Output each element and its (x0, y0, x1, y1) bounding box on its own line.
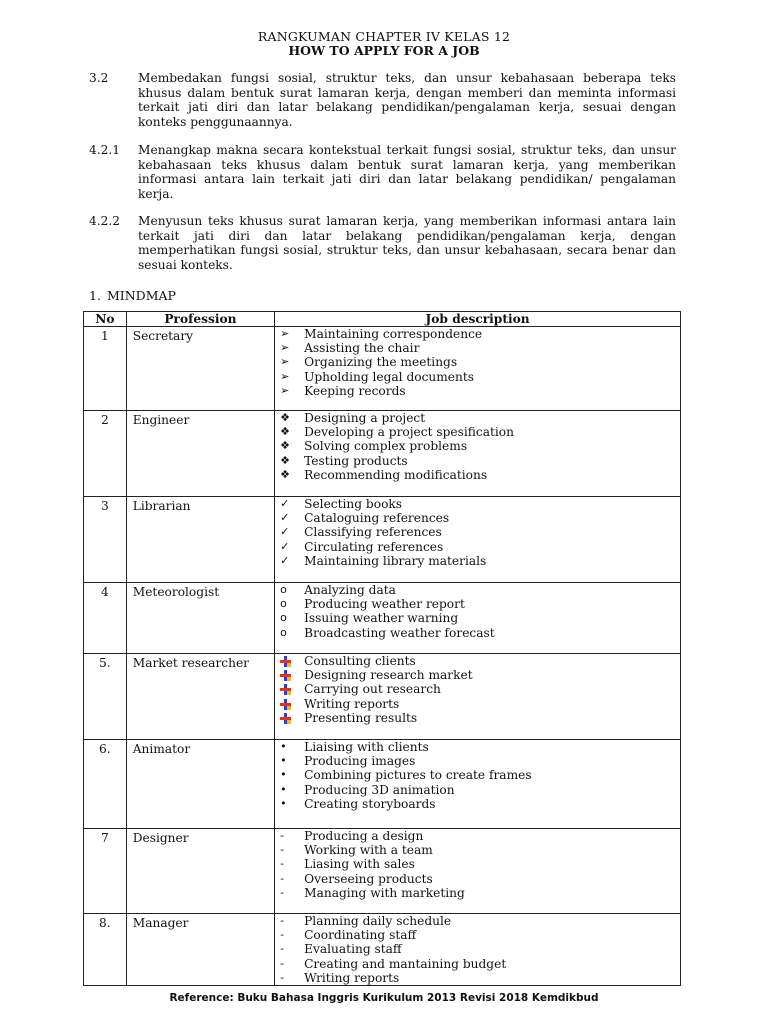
plus-bullet-icon (280, 654, 298, 669)
duty-item (280, 355, 680, 369)
row-number: 6. (84, 740, 127, 829)
duty-item (280, 682, 680, 696)
duty-item (280, 843, 680, 857)
duty-list (275, 327, 680, 398)
profession-cell: Secretary (126, 327, 274, 411)
duty-item (280, 971, 680, 985)
duty-list (275, 654, 680, 725)
colored-plus-icon (280, 699, 291, 710)
diamond-bullet-icon: ❖ (280, 467, 290, 481)
competency-text: Menyusun teks khusus surat lamaran kerja, yang memberikan informasi antara lain terkait jati diri dan latar belakang pendidikan/pengalaman kerja, dengan memperhatikan fungsi sosial, struktur teks, dan unsur kebahasaan, secara benar dan sesuai konteks. (138, 214, 676, 272)
competency-text: Membedakan fungsi sosial, struktur teks, dan unsur kebahasaan beberapa teks khusus dalam bentuk surat lamaran kerja, dengan memberi dan meminta informasi terkait jati diri dan latar belakang pendidikan/pengalaman kerja, sesuai dengan konteks penggunaannya. (138, 71, 676, 129)
profession-cell: Animator (126, 740, 274, 829)
check-bullet-icon: ✓ (280, 539, 290, 553)
duty-text: Working with a team (304, 843, 433, 858)
duty-item (280, 384, 680, 398)
job-description-cell (275, 411, 681, 497)
competency-text: Menangkap makna secara kontekstual terkait fungsi sosial, struktur teks, dan unsur kebahasaan teks khusus dalam bentuk surat lamaran kerja, yang memberikan informasi antara lain terkait jati diri dan latar belakang pendidikan/ pengalaman kerja. (138, 143, 676, 201)
duty-item (280, 783, 680, 797)
duty-text: Producing 3D animation (304, 782, 455, 797)
duty-item (280, 626, 680, 640)
row-number: 4 (84, 583, 127, 654)
table-row (84, 583, 681, 654)
duty-item (280, 425, 680, 439)
job-description-cell (275, 583, 681, 654)
duty-item (280, 411, 680, 425)
duty-item (280, 857, 680, 871)
duty-text: Carrying out research (304, 682, 441, 697)
job-description-cell (275, 654, 681, 740)
arrow-bullet-icon: ➢ (280, 341, 290, 355)
dash-bullet-icon: - (280, 970, 285, 984)
dash-bullet-icon: - (280, 942, 285, 956)
circle-bullet-icon: o (280, 583, 287, 596)
duty-text: Designing a project (304, 411, 426, 425)
duty-item (280, 597, 680, 611)
dash-bullet-icon: - (280, 928, 285, 942)
header-no: No (84, 312, 127, 327)
table-row (84, 497, 681, 583)
duty-text: Evaluating staff (304, 942, 402, 957)
duty-list (275, 583, 680, 640)
header-job-description: Job description (275, 312, 681, 327)
diamond-bullet-icon: ❖ (280, 425, 290, 439)
duty-item (280, 928, 680, 942)
profession-cell: Manager (126, 914, 274, 986)
duty-text: Writing reports (304, 696, 400, 711)
duty-list (275, 740, 680, 811)
check-bullet-icon: ✓ (280, 497, 290, 510)
duty-text: Consulting clients (304, 654, 416, 668)
duty-text: Issuing weather warning (304, 611, 459, 626)
row-number: 2 (84, 411, 127, 497)
job-description-cell (275, 914, 681, 986)
duty-text: Keeping records (304, 383, 406, 398)
duty-text: Producing a design (304, 829, 424, 843)
duty-text: Planning daily schedule (304, 914, 452, 928)
competency-number: 4.2.2 (89, 214, 121, 228)
diamond-bullet-icon: ❖ (280, 439, 290, 453)
colored-plus-icon (280, 713, 291, 724)
dash-bullet-icon: - (280, 843, 285, 857)
colored-plus-icon (280, 656, 291, 667)
diamond-bullet-icon: ❖ (280, 453, 290, 467)
duty-item (280, 454, 680, 468)
duty-list (275, 914, 680, 985)
duty-text: Writing reports (304, 970, 400, 985)
duty-text: Creating storyboards (304, 796, 436, 811)
table-header-row (84, 312, 681, 327)
document-subtitle: HOW TO APPLY FOR A JOB (288, 43, 480, 58)
duty-item (280, 829, 680, 843)
section-number: 1. (89, 288, 101, 303)
duty-item (280, 957, 680, 971)
duty-item (280, 327, 680, 341)
duty-item (280, 540, 680, 554)
duty-item (280, 497, 680, 511)
row-number: 1 (84, 327, 127, 411)
duty-text: Designing research market (304, 668, 473, 683)
dot-bullet-icon: • (280, 796, 287, 810)
duty-text: Coordinating staff (304, 928, 417, 943)
document-title: RANGKUMAN CHAPTER IV KELAS 12 (257, 29, 511, 44)
competency-number: 3.2 (89, 71, 109, 85)
duty-item (280, 872, 680, 886)
duty-item (280, 697, 680, 711)
table-body (84, 327, 681, 986)
section-heading (89, 288, 176, 303)
colored-plus-icon (280, 670, 291, 681)
duty-text: Selecting books (304, 497, 403, 511)
duty-text: Broadcasting weather forecast (304, 625, 495, 640)
dash-bullet-icon: - (280, 914, 285, 927)
duty-item (280, 797, 680, 811)
job-description-cell (275, 740, 681, 829)
duty-text: Maintaining correspondence (304, 327, 483, 341)
duty-text: Overseeing products (304, 871, 433, 886)
arrow-bullet-icon: ➢ (280, 355, 290, 369)
dot-bullet-icon: • (280, 782, 287, 796)
duty-item (280, 341, 680, 355)
duty-text: Producing images (304, 754, 416, 769)
duty-text: Testing products (304, 453, 408, 468)
duty-item (280, 914, 680, 928)
circle-bullet-icon: o (280, 597, 287, 611)
duty-text: Assisting the chair (304, 341, 420, 356)
plus-bullet-icon (280, 711, 298, 726)
duty-text: Analyzing data (304, 583, 396, 597)
dash-bullet-icon: - (280, 857, 285, 871)
arrow-bullet-icon: ➢ (280, 383, 290, 397)
arrow-bullet-icon: ➢ (280, 327, 290, 340)
profession-cell: Designer (126, 829, 274, 914)
dash-bullet-icon: - (280, 885, 285, 899)
reference-footer: Reference: Buku Bahasa Inggris Kurikulum 2013 Revisi 2018 Kemdikbud (169, 992, 599, 1004)
dot-bullet-icon: • (280, 740, 287, 753)
duty-item (280, 468, 680, 482)
check-bullet-icon: ✓ (280, 553, 290, 567)
table-row (84, 411, 681, 497)
duty-item (280, 942, 680, 956)
duty-text: Upholding legal documents (304, 369, 475, 384)
duty-item (280, 370, 680, 384)
duty-item (280, 554, 680, 568)
duty-text: Liaising with clients (304, 740, 429, 754)
profession-cell: Engineer (126, 411, 274, 497)
duty-item (280, 583, 680, 597)
plus-bullet-icon (280, 668, 298, 683)
row-number: 8. (84, 914, 127, 986)
table-row (84, 327, 681, 411)
table-row (84, 914, 681, 986)
duty-text: Solving complex problems (304, 439, 468, 454)
duty-item (280, 754, 680, 768)
duty-item (280, 711, 680, 725)
job-description-cell (275, 497, 681, 583)
dash-bullet-icon: - (280, 871, 285, 885)
profession-cell: Meteorologist (126, 583, 274, 654)
duty-text: Liasing with sales (304, 857, 415, 872)
competency-number: 4.2.1 (89, 143, 121, 157)
profession-cell: Librarian (126, 497, 274, 583)
row-number: 7 (84, 829, 127, 914)
check-bullet-icon: ✓ (280, 511, 290, 525)
duty-list (275, 411, 680, 482)
diamond-bullet-icon: ❖ (280, 411, 290, 424)
duty-text: Circulating references (304, 539, 444, 554)
profession-cell: Market researcher (126, 654, 274, 740)
duty-item (280, 611, 680, 625)
circle-bullet-icon: o (280, 611, 287, 625)
plus-bullet-icon (280, 697, 298, 712)
duty-item (280, 668, 680, 682)
duty-text: Combining pictures to create frames (304, 768, 532, 783)
duty-text: Organizing the meetings (304, 355, 458, 370)
job-description-cell (275, 829, 681, 914)
job-description-cell (275, 327, 681, 411)
check-bullet-icon: ✓ (280, 525, 290, 539)
duty-list (275, 497, 680, 568)
duty-list (275, 829, 680, 900)
row-number: 3 (84, 497, 127, 583)
duty-text: Recommending modifications (304, 467, 488, 482)
table-row (84, 829, 681, 914)
dash-bullet-icon: - (280, 956, 285, 970)
duty-item (280, 768, 680, 782)
duty-item (280, 525, 680, 539)
duty-text: Classifying references (304, 525, 442, 540)
circle-bullet-icon: o (280, 625, 287, 639)
job-description-table (83, 311, 681, 986)
duty-item (280, 511, 680, 525)
duty-item (280, 654, 680, 668)
duty-text: Cataloguing references (304, 511, 450, 526)
table-row (84, 740, 681, 829)
dot-bullet-icon: • (280, 768, 287, 782)
duty-text: Producing weather report (304, 597, 465, 612)
header-profession: Profession (126, 312, 274, 327)
duty-item (280, 886, 680, 900)
duty-item (280, 740, 680, 754)
table-row (84, 654, 681, 740)
plus-bullet-icon (280, 682, 298, 697)
dash-bullet-icon: - (280, 829, 285, 842)
duty-item (280, 439, 680, 453)
duty-text: Managing with marketing (304, 885, 465, 900)
row-number: 5. (84, 654, 127, 740)
section-title: MINDMAP (107, 288, 176, 303)
duty-text: Presenting results (304, 710, 418, 725)
colored-plus-icon (280, 684, 291, 695)
duty-text: Maintaining library materials (304, 553, 487, 568)
arrow-bullet-icon: ➢ (280, 369, 290, 383)
duty-text: Creating and mantaining budget (304, 956, 507, 971)
dot-bullet-icon: • (280, 754, 287, 768)
duty-text: Developing a project spesification (304, 425, 514, 440)
